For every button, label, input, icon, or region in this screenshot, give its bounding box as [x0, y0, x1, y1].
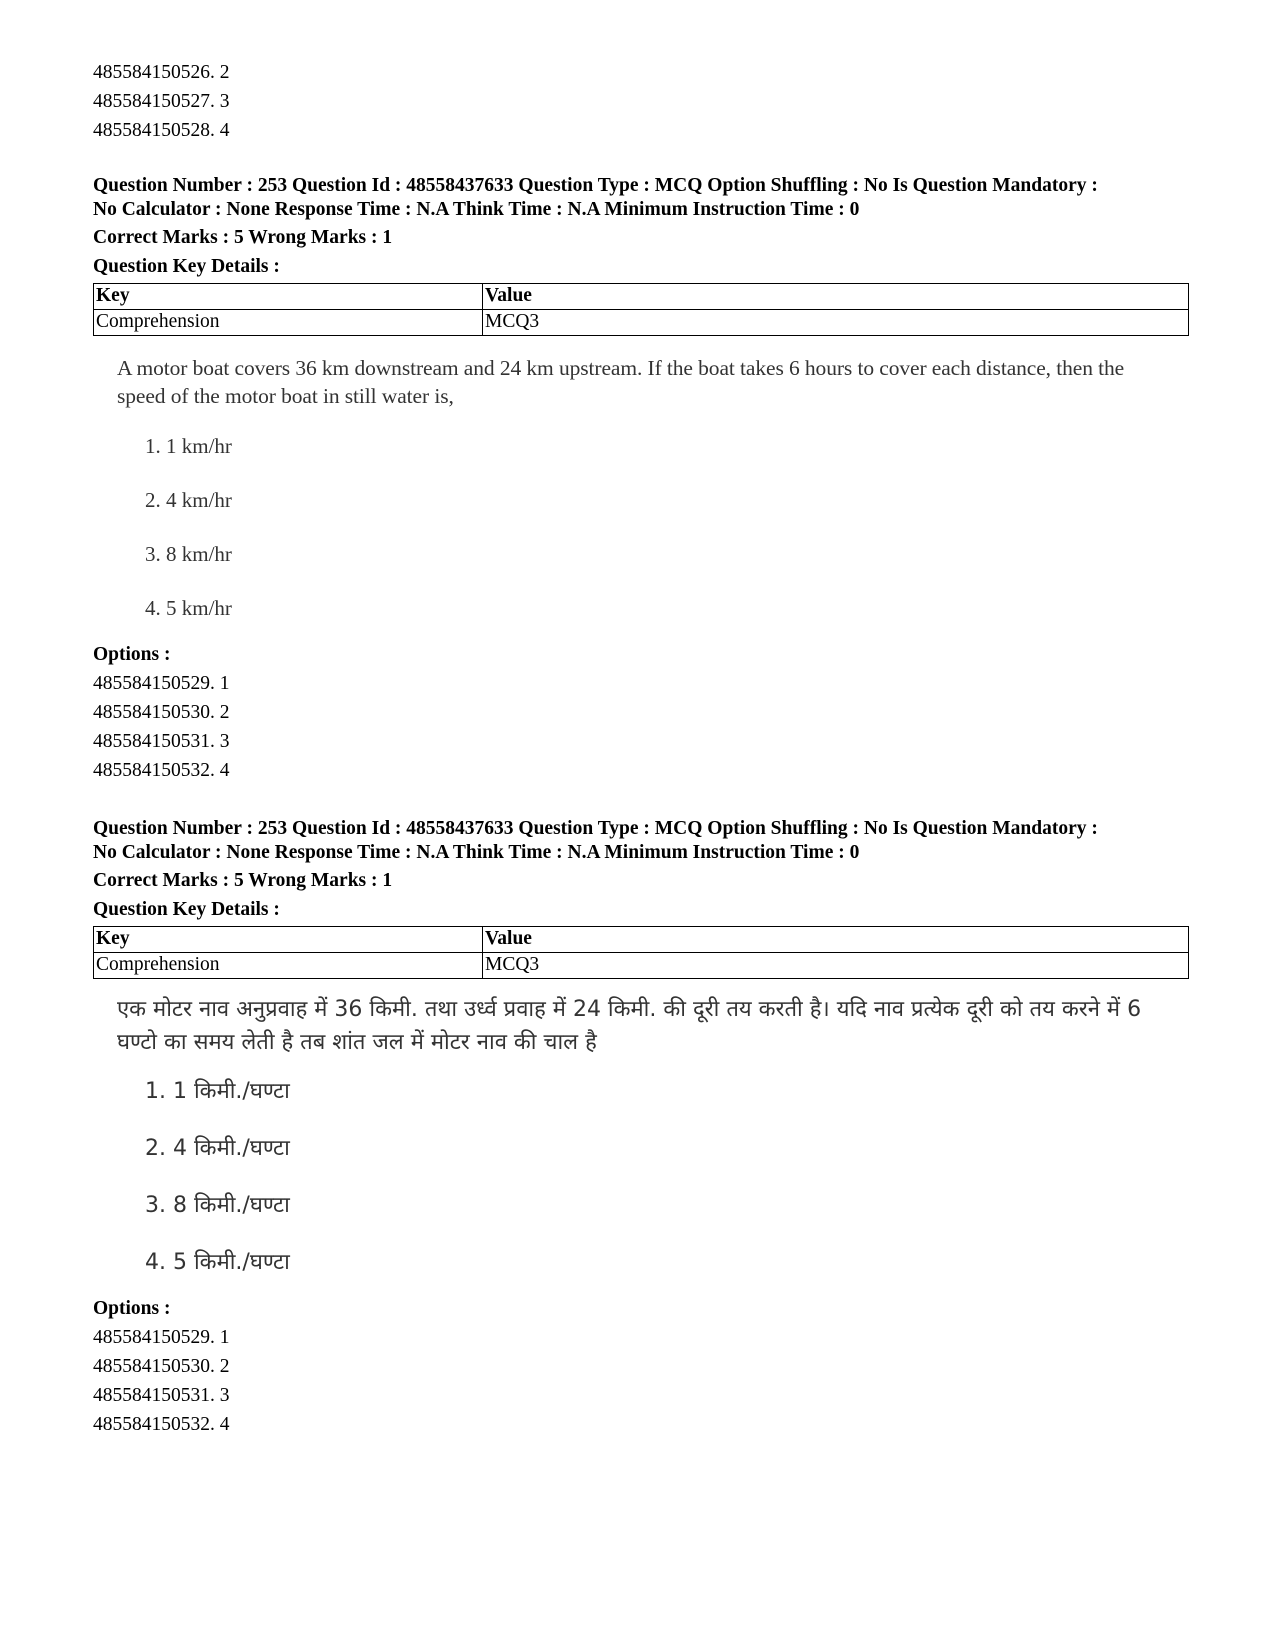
options-label: Options : — [93, 644, 171, 665]
question-option: 2. 4 किमी./घण्टा — [145, 1136, 290, 1161]
table-header-value: Value — [483, 927, 1189, 953]
question-option: 4. 5 किमी./घण्टा — [145, 1250, 290, 1275]
table-cell-key: Comprehension — [94, 310, 483, 336]
question-block-hindi — [93, 817, 1193, 1439]
option-line: 485584150532. 4 — [93, 760, 230, 781]
option-line: 485584150527. 3 — [93, 91, 230, 112]
question-meta-line-1: Question Number : 253 Question Id : 48558437633 Question Type : MCQ Option Shuffling : No Is Question Mandatory : — [93, 175, 1098, 196]
table-header-value: Value — [483, 284, 1189, 310]
table-cell-value: MCQ3 — [483, 310, 1189, 336]
question-options — [145, 434, 1193, 622]
table-cell-key: Comprehension — [94, 953, 483, 979]
question-option: 1. 1 किमी./घण्टा — [145, 1079, 290, 1104]
marks-line: Correct Marks : 5 Wrong Marks : 1 — [93, 227, 393, 248]
question-meta — [93, 817, 1203, 865]
question-block-english — [93, 174, 1193, 785]
key-details-label: Question Key Details : — [93, 256, 280, 277]
option-line: 485584150526. 2 — [93, 62, 230, 83]
question-option: 1. 1 km/hr — [145, 434, 232, 458]
table-header-key: Key — [94, 284, 483, 310]
option-line: 485584150531. 3 — [93, 731, 230, 752]
marks-line: Correct Marks : 5 Wrong Marks : 1 — [93, 870, 393, 891]
previous-options-list — [93, 58, 1193, 145]
question-option: 4. 5 km/hr — [145, 596, 232, 620]
question-image — [117, 354, 1193, 622]
question-option: 3. 8 km/hr — [145, 542, 232, 566]
question-meta-line-2: No Calculator : None Response Time : N.A Think Time : N.A Minimum Instruction Time : 0 — [93, 199, 860, 220]
options-label: Options : — [93, 1298, 171, 1319]
question-meta — [93, 174, 1203, 222]
table-header-key: Key — [94, 927, 483, 953]
option-line: 485584150530. 2 — [93, 1356, 230, 1377]
options-list — [93, 669, 1193, 785]
question-text: एक मोटर नाव अनुप्रवाह में 36 किमी. तथा उर्ध्व प्रवाह में 24 किमी. की दूरी तय करती है। यदि नाव प्रत्येक दूरी को तय करने में 6 घण्टो का समय लेती है तब शांत जल में मोटर नाव की चाल है — [117, 997, 1142, 1055]
option-line: 485584150529. 1 — [93, 673, 230, 694]
question-options — [145, 1079, 1193, 1278]
table-header-row — [94, 927, 1189, 953]
option-line: 485584150528. 4 — [93, 120, 230, 141]
question-option: 2. 4 km/hr — [145, 488, 232, 512]
option-line: 485584150531. 3 — [93, 1385, 230, 1406]
option-line: 485584150532. 4 — [93, 1414, 230, 1435]
table-row — [94, 310, 1189, 336]
key-details-label: Question Key Details : — [93, 899, 280, 920]
option-line: 485584150530. 2 — [93, 702, 230, 723]
table-header-row — [94, 284, 1189, 310]
question-meta-line-1: Question Number : 253 Question Id : 48558437633 Question Type : MCQ Option Shuffling : No Is Question Mandatory : — [93, 818, 1098, 839]
table-row — [94, 953, 1189, 979]
question-meta-line-2: No Calculator : None Response Time : N.A Think Time : N.A Minimum Instruction Time : 0 — [93, 842, 860, 863]
key-details-table — [93, 926, 1189, 979]
document-page — [93, 58, 1193, 1439]
question-option: 3. 8 किमी./घण्टा — [145, 1193, 290, 1218]
options-list — [93, 1323, 1193, 1439]
key-details-table — [93, 283, 1189, 336]
question-image — [117, 993, 1193, 1278]
option-line: 485584150529. 1 — [93, 1327, 230, 1348]
question-text: A motor boat covers 36 km downstream and 24 km upstream. If the boat takes 6 hours to cover each distance, then the speed of the motor boat in still water is, — [117, 356, 1125, 408]
table-cell-value: MCQ3 — [483, 953, 1189, 979]
